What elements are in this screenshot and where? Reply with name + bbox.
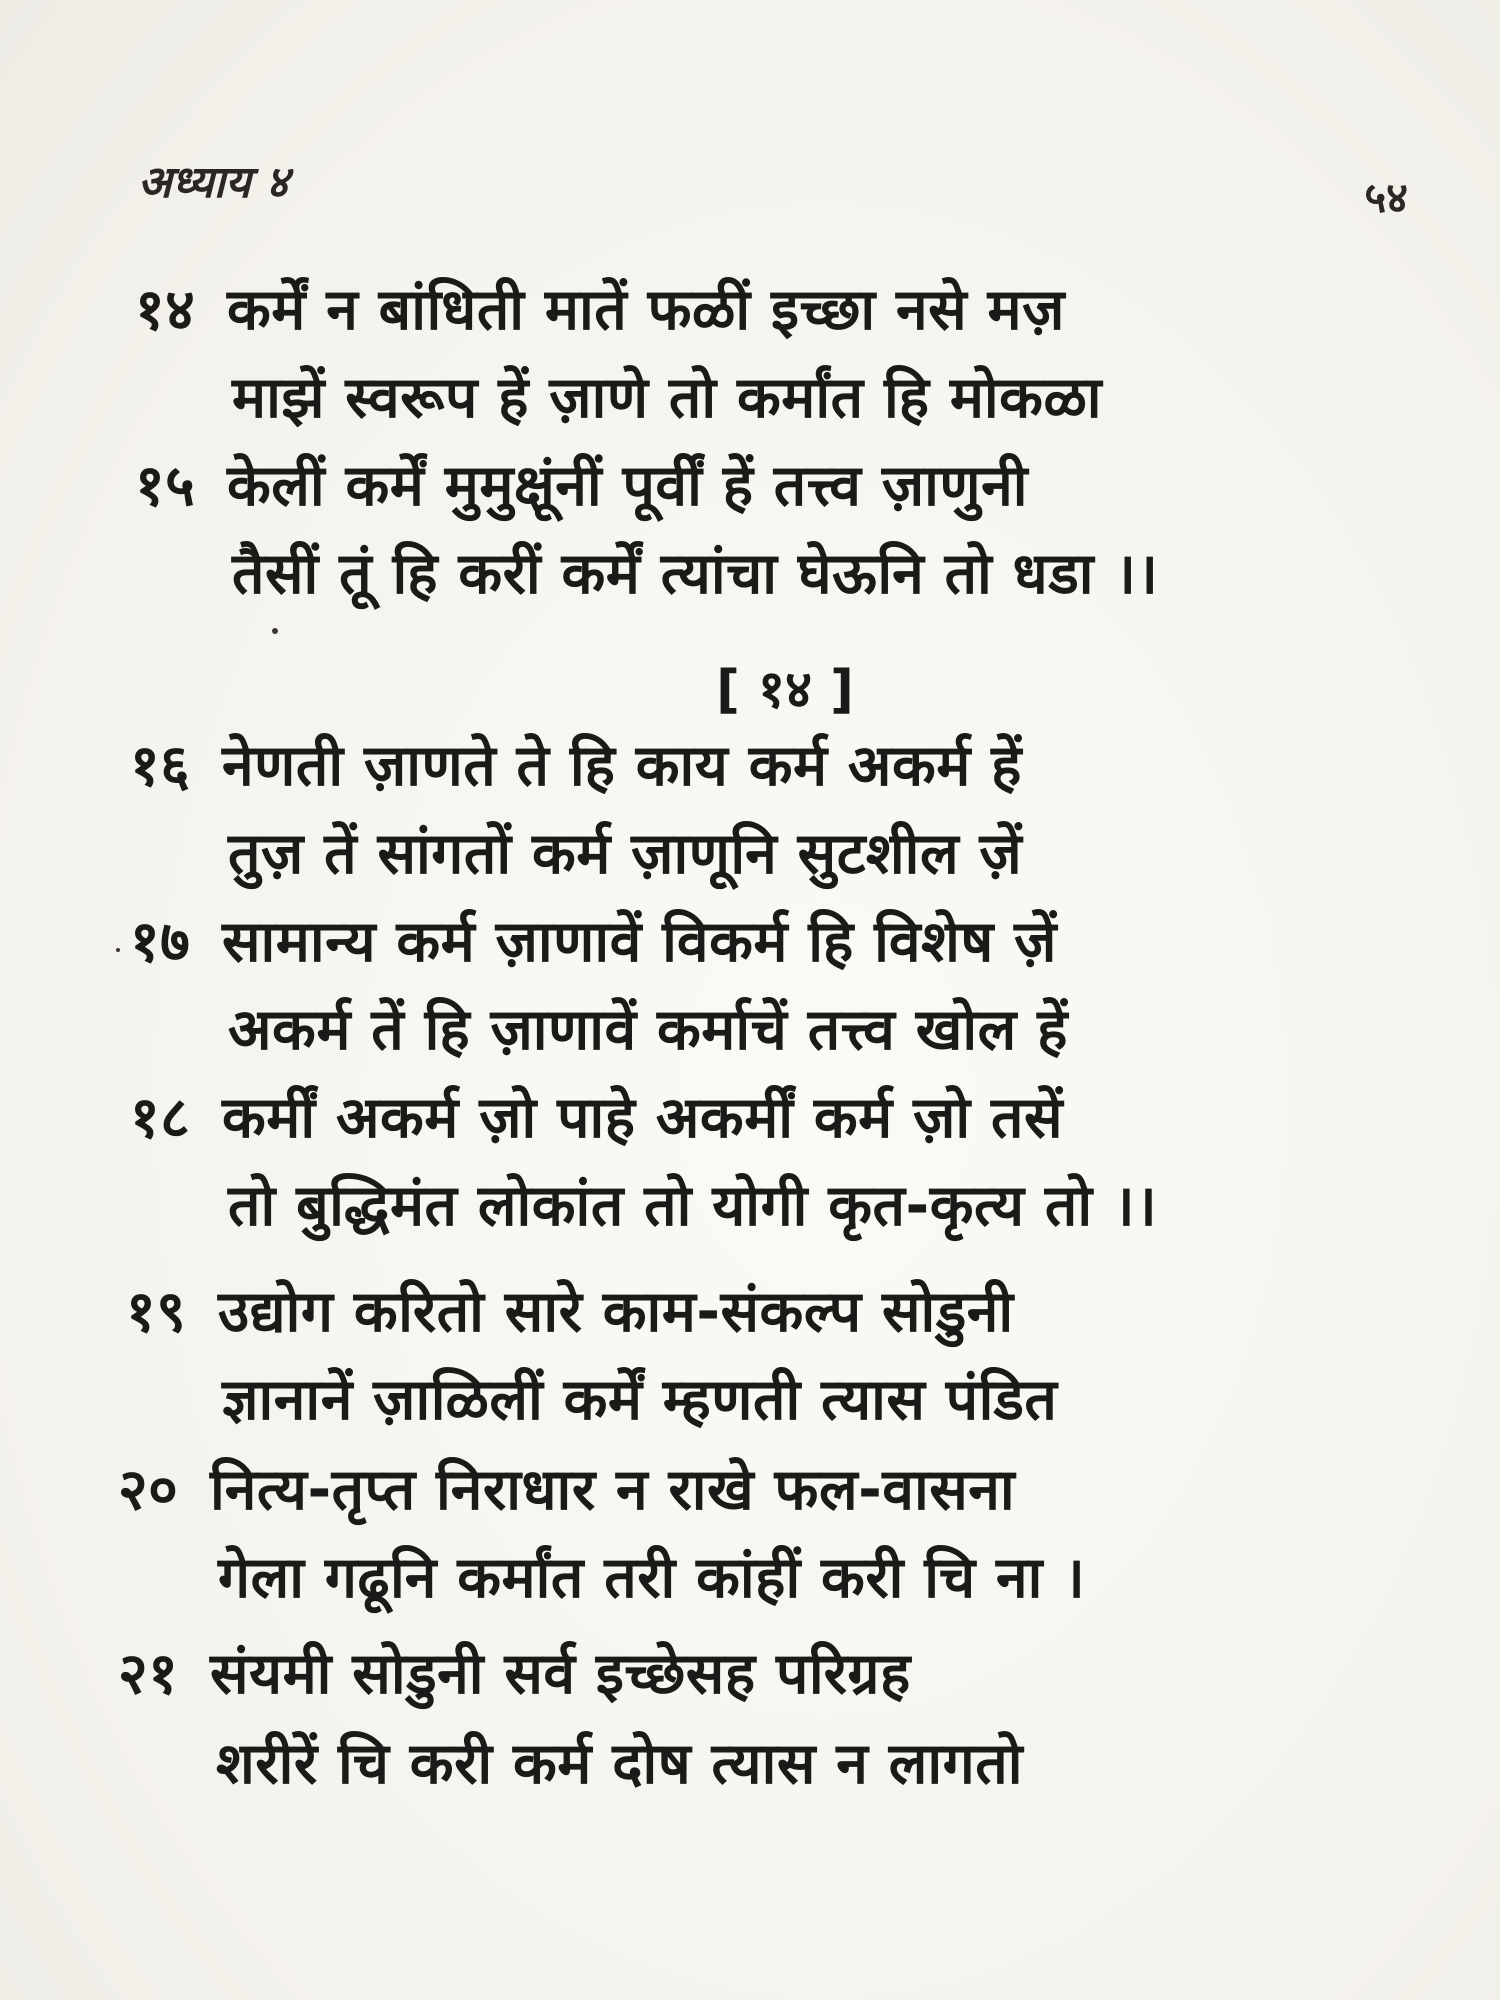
- verse-20-line-1: [118, 1457, 1016, 1523]
- verse-14-line-1: [135, 277, 1065, 343]
- verse-number: २०: [118, 1457, 179, 1523]
- verse-number: १७: [130, 909, 191, 975]
- verse-text: उद्योग करितो सारे काम-संकल्प सोडुनी: [218, 1279, 1014, 1345]
- section-marker: [ १४ ]: [716, 660, 854, 720]
- verse-number: १६: [130, 733, 191, 799]
- verse-17-line-2: अकर्म तें हि ज़ाणावें कर्माचें तत्त्व खोल हें: [228, 997, 1068, 1063]
- verse-17-line-1: [130, 909, 1057, 975]
- verse-16-line-1: [130, 733, 1022, 799]
- verse-19-line-1: [126, 1279, 1014, 1345]
- verse-16-line-2: तुज़ तें सांगतों कर्म ज़ाणूनि सुटशील ज़ें: [228, 821, 1023, 887]
- verse-number: १४: [135, 277, 196, 343]
- ink-speck: [116, 948, 120, 952]
- verse-number: १९: [126, 1279, 187, 1345]
- verse-21-line-2: शरीरें चि करी कर्म दोष त्यास न लागतो: [216, 1731, 1023, 1797]
- verse-15-line-2: तैसीं तूं हि करीं कर्में त्यांचा घेऊनि तो धडा ।।: [232, 541, 1159, 607]
- verse-text: कर्मीं अकर्म ज़ो पाहे अकर्मीं कर्म ज़ो तसें: [222, 1085, 1064, 1151]
- ink-speck: [272, 628, 278, 634]
- page-number: ५४: [1364, 173, 1408, 222]
- verse-text: केलीं कर्में मुमुक्षूंनीं पूर्वीं हें तत्त्व ज़ाणुनी: [227, 453, 1028, 519]
- verse-number: २१: [118, 1641, 179, 1707]
- verse-text: कर्में न बांधिती मातें फळीं इच्छा नसे मज़: [227, 277, 1065, 343]
- verse-text: संयमी सोडुनी सर्व इच्छेसह परिग्रह: [210, 1641, 911, 1707]
- verse-15-line-1: [135, 453, 1028, 519]
- verse-text: सामान्य कर्म ज़ाणावें विकर्म हि विशेष ज़ें: [222, 909, 1057, 975]
- verse-18-line-2: तो बुद्धिमंत लोकांत तो योगी कृत-कृत्य तो ।।: [228, 1173, 1158, 1239]
- verse-20-line-2: गेला गढूनि कर्मांत तरी कांहीं करी चि ना ।: [218, 1545, 1086, 1611]
- chapter-heading: अध्याय ४: [138, 157, 289, 208]
- verse-number: १८: [130, 1085, 191, 1151]
- verse-18-line-1: [130, 1085, 1064, 1151]
- verse-number: १५: [135, 453, 196, 519]
- verse-text: नेणती ज़ाणते ते हि काय कर्म अकर्म हें: [222, 733, 1022, 799]
- verse-19-line-2: ज्ञानानें ज़ाळिलीं कर्में म्हणती त्यास पंडित: [222, 1367, 1058, 1433]
- verse-text: नित्य-तृप्त निराधार न राखे फल-वासना: [210, 1457, 1016, 1523]
- verse-14-line-2: माझें स्वरूप हें ज़ाणे तो कर्मांत हि मोकळा: [232, 365, 1103, 431]
- verse-21-line-1: [118, 1641, 911, 1707]
